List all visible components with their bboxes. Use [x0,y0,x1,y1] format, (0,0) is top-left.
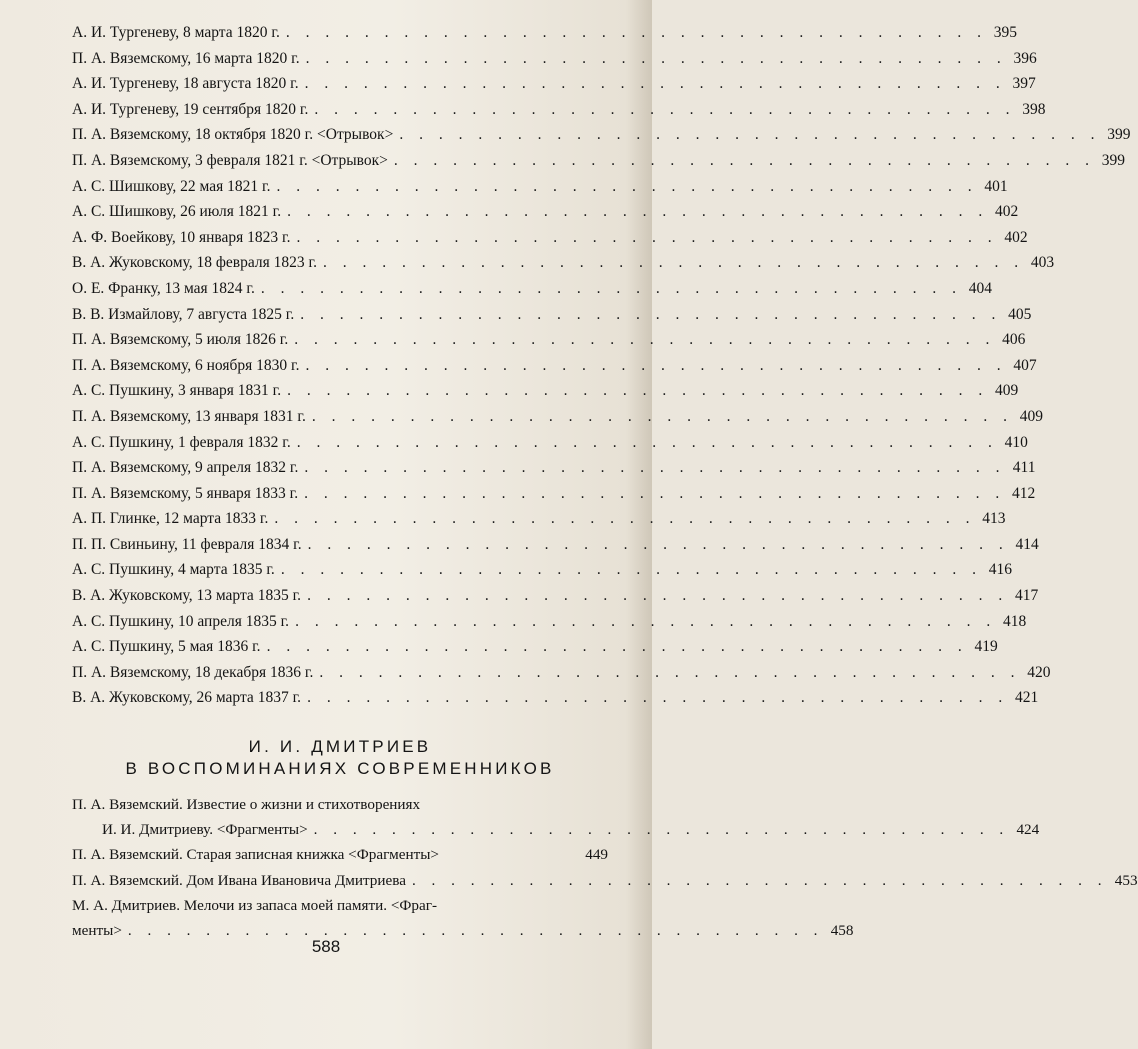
section-heading [72,736,608,780]
toc-entry-page: 399 [1101,151,1126,169]
toc-entry-title: В. А. Жуковскому, 13 марта 1835 г. [72,587,302,605]
toc-entry-page: 395 [993,24,1017,41]
dot-leader: . . . . . . . . . . . . . . . . . . . . . . . . . . . . . . . . . . . . [304,484,1006,502]
toc-entry-page: 409 [995,382,1019,400]
dot-leader: . . . . . . . . . . . . . . . . . . . . . . . . . . . . . . . . . . . . [314,100,1016,118]
dot-leader: . . . . . . . . . . . . . . . . . . . . . . . . . . . . . . . . . . . . [260,279,963,297]
dot-leader: . . . . . . . . . . . . . . . . . . . . . . . . . . . . . . . . . . . . [307,689,1009,707]
dot-leader: . . . . . . . . . . . . . . . . . . . . . . . . . . . . . . . . . . . . [399,126,1101,144]
dot-leader: . . . . . . . . . . . . . . . . . . . . . . . . . . . . . . . . . . . . [296,228,998,246]
dot-leader: . . . . . . . . . . . . . . . . . . . . . . . . . . . . . . . . . . . . [411,871,1108,889]
toc-entry-page: 424 [1016,821,1040,839]
toc-entry [72,404,1044,430]
toc-entry-title: В. А. Жуковскому, 26 марта 1837 г. [72,689,302,707]
toc-entry-page: 414 [1015,535,1039,553]
toc-entry [72,792,608,817]
toc-entry [72,842,608,867]
toc-entry-page: 402 [1004,228,1028,246]
toc-entry [72,481,1036,507]
dot-leader: . . . . . . . . . . . . . . . . . . . . . . . . . . . . . . . . . . . . [276,177,978,195]
page-number: 588 [311,937,341,956]
toc-entry-page: 398 [1022,100,1046,118]
dot-leader: . . . . . . . . . . . . . . . . . . . . . . . . . . . . . . . . . . . . [300,305,1002,323]
toc-entry-title: П. А. Вяземскому, 6 ноября 1830 г. [72,356,300,374]
toc-entry [72,353,1037,379]
toc-entry [72,583,1039,609]
toc-entry-page: 416 [988,561,1012,579]
toc-entry-title: А. С. Пушкину, 1 февраля 1832 г. [72,433,291,451]
dot-leader: . . . . . . . . . . . . . . . . . . . . . . . . . . . . . . . . . . . . [287,382,989,400]
toc-entry-title: П. А. Вяземскому, 5 января 1833 г. [72,484,299,502]
dot-leader: . . . . . . . . . . . . . . . . . . . . . . . . . . . . . . . . . . . . [280,561,982,579]
toc-entry-title: И. И. Дмитриеву. <Фрагменты> [102,821,308,839]
toc-entry-page: 420 [1027,663,1051,681]
toc-entry-title: А. П. Глинке, 12 марта 1833 г. [72,510,269,528]
toc-entry-page: 407 [1013,356,1037,374]
toc-entry-title: А. С. Пушкину, 5 мая 1836 г. [72,638,261,656]
toc-entry-page: 399 [1107,126,1131,144]
dot-leader: . . . . . . . . . . . . . . . . . . . . . . . . . . . . . . . . . . . . [304,75,1006,93]
toc-entry [72,327,1026,353]
toc-entry-title: П. А. Вяземскому, 16 марта 1820 г. [72,49,300,67]
dot-leader: . . . . . . . . . . . . . . . . . . . . . . . . . . . . . . . . . . . . [322,254,1025,272]
toc-entry-page: 458 [830,921,854,939]
toc-entry [72,225,1028,251]
toc-entry-title: П. А. Вяземскому, 18 декабря 1836 г. [72,663,314,681]
toc-entry [72,532,1039,558]
toc-entry-title: А. И. Тургеневу, 8 марта 1820 г. [72,24,280,41]
toc-entry-title: В. А. Жуковскому, 18 февраля 1823 г. [72,254,317,272]
toc-entry [72,199,1019,225]
dot-leader: . . . . . . . . . . . . . . . . . . . . . . . . . . . . . . . . . . . . [319,663,1021,681]
toc-entry-title: П. П. Свиньину, 11 февраля 1834 г. [72,535,302,553]
toc-entry [72,430,1028,456]
toc-entry [72,634,998,660]
toc-entry [72,71,1036,97]
toc-entry [72,174,1008,200]
toc-entry-page: 402 [994,203,1019,221]
toc-entry-page: 413 [982,510,1006,528]
toc-entry-page: 405 [1008,305,1032,323]
toc-entry [72,302,1032,328]
toc-entry-title: А. С. Шишкову, 22 мая 1821 г. [72,177,271,195]
toc-entry-title: менты> [72,921,122,939]
dot-leader: . . . . . . . . . . . . . . . . . . . . . . . . . . . . . . . . . . . . [274,510,976,528]
toc-entry [72,276,993,302]
toc-entry [72,609,1027,635]
toc-entry-title: А. С. Пушкину, 4 марта 1835 г. [72,561,275,579]
toc-entry-title: П. А. Вяземскому, 5 июля 1826 г. [72,331,289,349]
toc-entry [72,378,1019,404]
dot-leader: . . . . . . . . . . . . . . . . . . . . . . . . . . . . . . . . . . . . [305,49,1007,67]
toc-entry [72,893,608,918]
toc-entry-page: 403 [1030,254,1055,272]
toc-entry [72,148,1126,174]
toc-entry [72,817,1040,842]
dot-leader: . . . . . . . . . . . . . . . . . . . . . . . . . . . . . . . . . . . . [305,356,1007,374]
toc-entry-page: 410 [1004,433,1028,451]
dot-leader: . . . . . . . . . . . . . . . . . . . . . . . . . . . . . . . . . . . . [127,921,824,939]
toc-entry-page: 449 [585,846,608,864]
toc-entry-page: 404 [968,279,993,297]
dot-leader: . . . . . . . . . . . . . . . . . . . . . . . . . . . . . . . . . . . . [296,433,998,451]
toc-entry [72,660,1051,686]
dot-leader: . . . . . . . . . . . . . . . . . . . . . . . . . . . . . . . . . . . . [285,24,987,41]
toc-entry [72,122,1131,148]
toc-entry-title: П. А. Вяземскому, 18 октября 1820 г. <Отрывок> [72,126,394,144]
toc-entry-title: В. В. Измайлову, 7 августа 1825 г. [72,305,295,323]
toc-entry-page: 396 [1013,49,1037,67]
toc-entry-page: 418 [1002,612,1027,630]
toc-entry-title: П. А. Вяземскому, 9 апреля 1832 г. [72,459,299,477]
toc-entry [72,250,1055,276]
section-heading-line2: В ВОСПОМИНАНИЯХ СОВРЕМЕННИКОВ [125,759,555,778]
toc-entry [72,455,1036,481]
toc-entry-title: А. С. Пушкину, 10 апреля 1835 г. [72,612,290,630]
dot-leader: . . . . . . . . . . . . . . . . . . . . . . . . . . . . . . . . . . . . [294,331,996,349]
toc-entry-page: 421 [1014,689,1039,707]
toc-entry-page: 409 [1019,407,1044,425]
toc-entry-title: А. С. Пушкину, 3 января 1831 г. [72,382,282,400]
dot-leader: . . . . . . . . . . . . . . . . . . . . . . . . . . . . . . . . . . . . [266,638,968,656]
toc-entry-title: А. И. Тургеневу, 19 сентября 1820 г. [72,100,309,118]
letters-toc [72,20,1131,711]
toc-entry [72,557,1012,583]
toc-entry-title: А. И. Тургеневу, 18 августа 1820 г. [72,75,299,93]
toc-entry [72,20,1017,46]
toc-entry-title: П. А. Вяземский. Старая записная книжка <Фрагменты> [72,846,439,864]
dot-leader: . . . . . . . . . . . . . . . . . . . . . . . . . . . . . . . . . . . . [313,821,1010,839]
toc-entry-title: П. А. Вяземский. Известие о жизни и стихотворениях [72,796,421,813]
memoirs-toc [72,792,1138,943]
dot-leader: . . . . . . . . . . . . . . . . . . . . . . . . . . . . . . . . . . . . [393,151,1096,169]
toc-entry [72,685,1039,711]
toc-entry-title: А. С. Шишкову, 26 июля 1821 г. [72,203,282,221]
toc-entry-title: М. А. Дмитриев. Мелочи из запаса моей памяти. <Фраг- [72,896,438,914]
dot-leader: . . . . . . . . . . . . . . . . . . . . . . . . . . . . . . . . . . . . [307,587,1009,605]
toc-entry [72,506,1006,532]
toc-entry-title: О. Е. Франку, 13 мая 1824 г. [72,279,255,297]
toc-entry-page: 411 [1012,459,1036,477]
toc-entry-page: 453 [1114,871,1138,889]
toc-entry [72,97,1046,123]
toc-entry-page: 417 [1014,587,1039,605]
dot-leader: . . . . . . . . . . . . . . . . . . . . . . . . . . . . . . . . . . . . [287,203,989,221]
section-heading-line1: И. И. ДМИТРИЕВ [248,737,432,756]
dot-leader: . . . . . . . . . . . . . . . . . . . . . . . . . . . . . . . . . . . . [304,459,1006,477]
dot-leader: . . . . . . . . . . . . . . . . . . . . . . . . . . . . . . . . . . . . [307,535,1009,553]
toc-entry [72,868,1138,893]
toc-entry-title: П. А. Вяземский. Дом Ивана Ивановича Дмитриева [72,871,406,889]
toc-entry-title: А. Ф. Воейкову, 10 января 1823 г. [72,228,291,246]
toc-entry-page: 401 [984,177,1008,195]
dot-leader: . . . . . . . . . . . . . . . . . . . . . . . . . . . . . . . . . . . . [311,407,1014,425]
toc-entry-page: 397 [1012,75,1036,93]
toc-entry-page: 406 [1002,331,1026,349]
dot-leader: . . . . . . . . . . . . . . . . . . . . . . . . . . . . . . . . . . . . [295,612,997,630]
toc-entry-title: П. А. Вяземскому, 13 января 1831 г. [72,407,306,425]
toc-entry-page: 412 [1012,484,1036,502]
toc-entry-page: 419 [974,638,998,656]
toc-entry [72,46,1037,72]
toc-entry-title: П. А. Вяземскому, 3 февраля 1821 г. <Отрывок> [72,151,388,169]
